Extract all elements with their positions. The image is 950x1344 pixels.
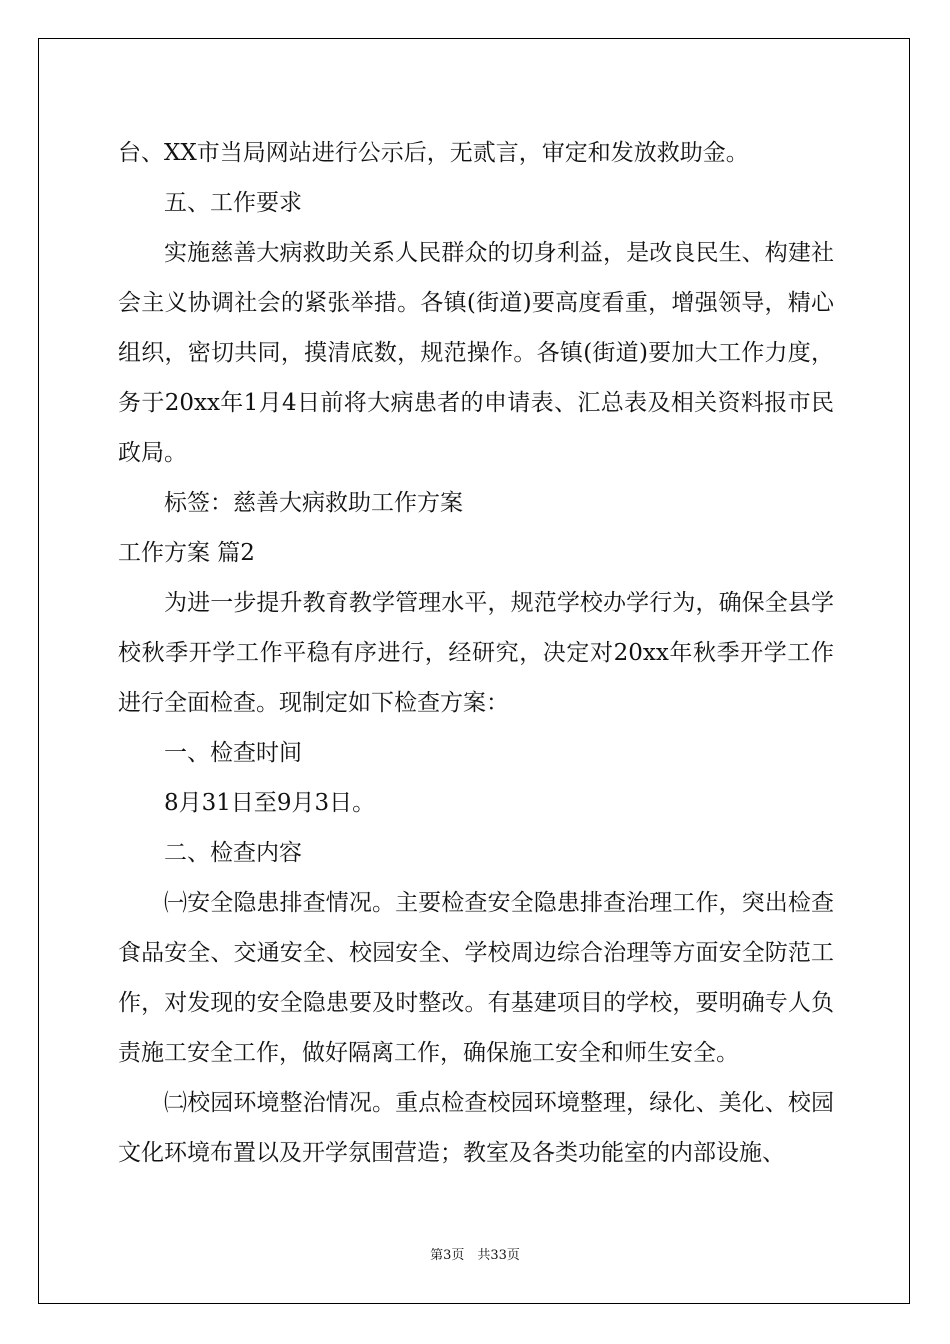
section-heading-time: 一、检查时间 bbox=[164, 740, 302, 766]
section-heading-content: 二、检查内容 bbox=[164, 840, 302, 866]
paragraph-environment: ㈡校园环境整治情况。重点检查校园环境整理，绿化、美化、校园文化环境布置以及开学氛围营造；教室及各类功能室的内部设施、 bbox=[118, 1090, 834, 1166]
document-body bbox=[118, 128, 834, 1178]
paragraph-1: 台、XX市当局网站进行公示后，无贰言，审定和发放救助金。 bbox=[118, 140, 749, 166]
paragraph-intro: 为进一步提升教育教学管理水平，规范学校办学行为，确保全县学校秋季开学工作平稳有序进行，经研究，决定对20xx年秋季开学工作进行全面检查。现制定如下检查方案： bbox=[118, 590, 834, 716]
tags-line: 标签：慈善大病救助工作方案 bbox=[164, 490, 463, 516]
paragraph-time: 8月31日至9月3日。 bbox=[164, 790, 376, 816]
section-heading-requirements: 五、工作要求 bbox=[164, 190, 302, 216]
paragraph-safety: ㈠安全隐患排查情况。主要检查安全隐患排查治理工作，突出检查食品安全、交通安全、校园安全、学校周边综合治理等方面安全防范工作，对发现的安全隐患要及时整改。有基建项目的学校，要明确专人负责施工安全工作，做好隔离工作，确保施工安全和师生安全。 bbox=[118, 890, 834, 1066]
page-footer: 第3页 共33页 bbox=[430, 1248, 520, 1263]
article-title-2: 工作方案 篇2 bbox=[118, 540, 255, 566]
paragraph-requirements: 实施慈善大病救助关系人民群众的切身利益，是改良民生、构建社会主义协调社会的紧张举措。各镇(街道)要高度看重，增强领导，精心组织，密切共同，摸清底数，规范操作。各镇(街道)要加大工作力度，务于20xx年1月4日前将大病患者的申请表、汇总表及相关资料报市民政局。 bbox=[118, 240, 834, 466]
